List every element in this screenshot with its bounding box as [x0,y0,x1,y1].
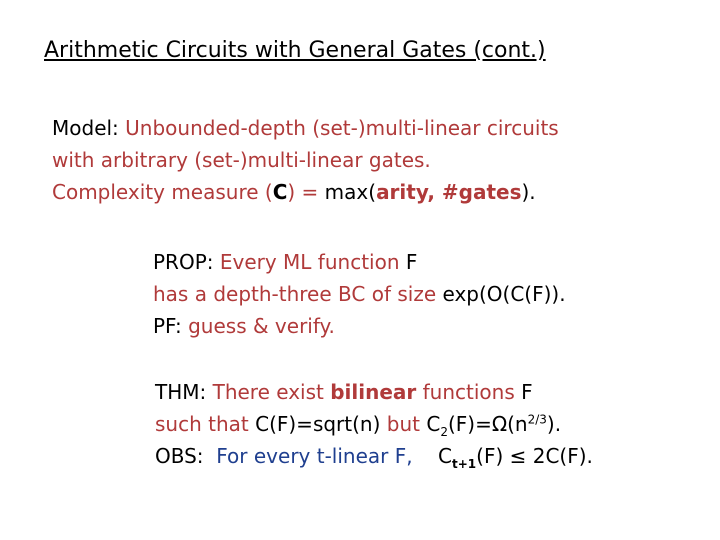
slide-title: Arithmetic Circuits with General Gates (cont.) [44,38,546,63]
prop-line-1 [153,246,566,278]
thm-line-1 [155,376,593,408]
complexity-args: arity, #gates [376,180,522,204]
complexity-max: max( [324,180,377,204]
complexity-close: ). [521,180,536,204]
thm-text-1: There exist [206,380,331,404]
obs-gap [413,444,438,468]
thm-such-that: such that [155,412,256,436]
prop-text-2: has a depth-three BC of size [153,282,443,306]
model-text-1: Unbounded-depth (set-)multi-linear circuits [118,116,559,140]
thm-close: ). [546,412,562,436]
model-line-1 [52,112,559,144]
obs-text: For every t-linear F, [203,444,413,468]
model-line-2: with arbitrary (set-)multi-linear gates. [52,148,431,172]
model-paragraph [52,112,559,208]
thm-line-2 [155,408,593,440]
complexity-eq: ) = [287,180,325,204]
prop-expr: exp(O(C(F)). [442,282,566,306]
thm-cf: C(F)=sqrt(n) [255,412,381,436]
thm-c2: C [426,412,441,436]
thm-n: (n [507,412,528,436]
obs-c-sub: t+1 [452,457,477,471]
prop-line-2 [153,278,566,310]
prop-line-3 [153,310,566,342]
pf-text: guess & verify. [181,314,335,338]
thm-but: but [380,412,427,436]
thm-var: F [521,380,533,404]
thm-line-3 [155,440,593,472]
model-label: Model: [52,116,119,140]
complexity-symbol: C [272,180,288,204]
pf-label: PF: [153,314,182,338]
thm-exponent: 2/3 [527,412,547,427]
thm-bilinear: bilinear [330,380,417,404]
obs-inequality: (F) ≤ 2C(F). [476,444,593,468]
prop-label: PROP: [153,250,214,274]
prop-var: F [405,250,418,274]
omega-symbol: Ω [491,412,508,436]
thm-f-eq: (F)= [447,412,492,436]
model-line-3 [52,176,559,208]
prop-paragraph [153,246,566,342]
thm-label: THM: [155,380,207,404]
thm-text-2: functions [416,380,522,404]
prop-text-1: Every ML function [213,250,406,274]
thm-c2-sub: 2 [440,425,448,439]
obs-label: OBS: [155,444,204,468]
thm-paragraph [155,376,593,472]
obs-c: C [438,444,452,468]
complexity-measure-text: Complexity measure ( [52,180,273,204]
